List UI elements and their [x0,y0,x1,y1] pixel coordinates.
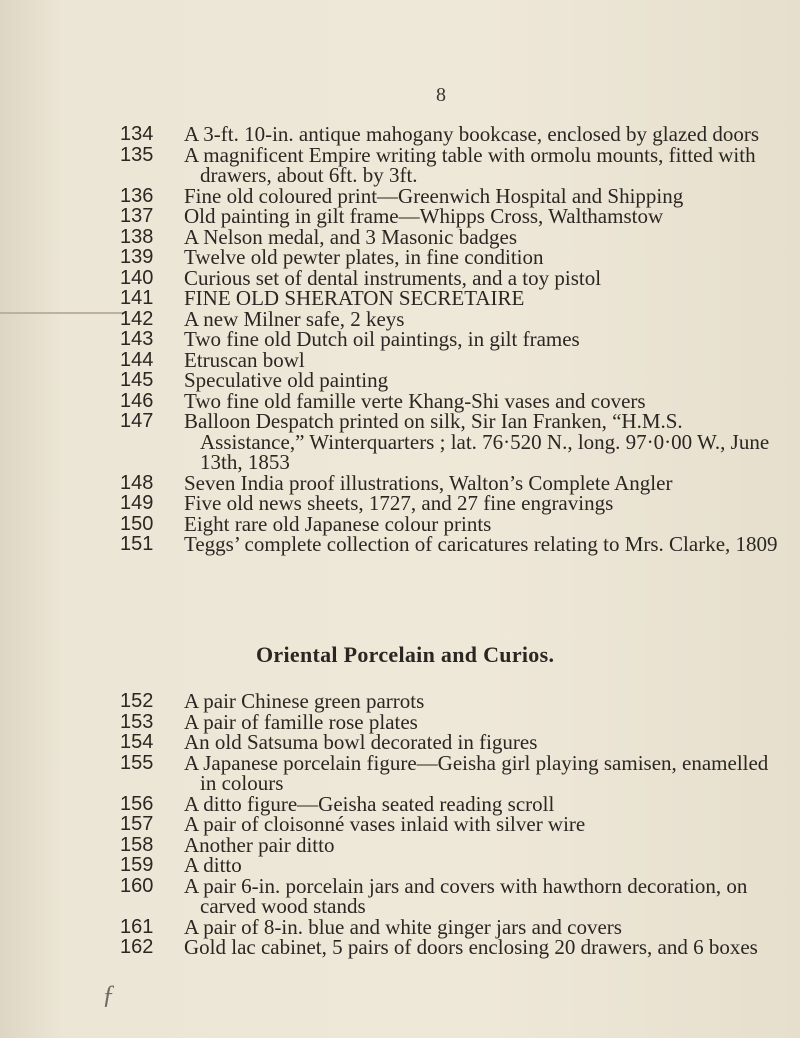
lot-item [120,142,780,187]
lot-number: 152 [120,690,154,712]
lot-number: 137 [120,205,154,227]
lot-description: A pair of famille rose plates [184,709,418,734]
lot-item [120,914,780,939]
lot-description: A ditto [184,853,242,877]
lot-description: Seven India proof illustrations, Walton’s Complete Angler [184,470,673,495]
lot-item [120,247,780,268]
lot-description: Five old news sheets, 1727, and 27 fine engravings [184,491,614,515]
lot-number: 158 [120,833,154,856]
lot-number: 140 [120,266,154,289]
lot-item [120,265,780,290]
lot-item [120,832,780,857]
pencil-mark: ƒ [102,980,115,1009]
lot-item [120,183,780,208]
lot-item [120,937,780,958]
lot-number: 147 [120,410,154,432]
lot-description: Fine old coloured print—Greenwich Hospital and Shipping [184,183,684,208]
lot-list-part1 [120,124,780,555]
lot-description: A pair 6-in. porcelain jars and covers with hawthorn decoration, on carved wood stands [184,873,748,918]
lot-item [120,206,780,227]
lot-number: 141 [120,287,154,309]
lot-description: An old Satsuma bowl decorated in figures [184,730,538,754]
lot-description: Two fine old Dutch oil paintings, in gilt frames [184,327,580,351]
lot-number: 156 [120,792,154,815]
lot-number: 146 [120,389,154,412]
lot-description: Curious set of dental instruments, and a toy pistol [184,265,602,290]
lot-number: 134 [120,123,154,145]
lot-item [120,329,780,350]
lot-item [120,534,780,555]
lot-description: Two fine old famille verte Khang-Shi vases and covers [184,388,646,413]
lot-description: Teggs’ complete collection of caricatures relating to Mrs. Clarke, 1809 [184,532,778,556]
lot-description: A Japanese porcelain figure—Geisha girl playing samisen, enamelled in colours [184,750,769,795]
lot-item [120,493,780,514]
lot-item [120,306,780,331]
lot-number: 138 [120,225,154,248]
lot-number: 149 [120,492,154,514]
lot-item [120,873,780,918]
lot-description: A 3-ft. 10-in. antique mahogany bookcase, enclosed by glazed doors [184,122,760,146]
lot-item [120,124,780,145]
lot-item [120,732,780,753]
lot-list-part2 [120,691,780,958]
lot-item [120,750,780,795]
lot-number: 136 [120,184,154,207]
lot-description: Etruscan bowl [184,347,305,372]
lot-description: Eight rare old Japanese colour prints [184,511,492,536]
lot-description: Another pair ditto [184,832,335,857]
lot-number: 139 [120,246,154,268]
lot-number: 160 [120,874,154,897]
lot-description: Old painting in gilt frame—Whipps Cross, Walthamstow [184,204,664,228]
lot-description: A pair Chinese green parrots [184,689,425,713]
lot-number: 135 [120,143,154,166]
lot-description: Gold lac cabinet, 5 pairs of doors enclosing 20 drawers, and 6 boxes [184,935,758,959]
lot-number: 153 [120,710,154,733]
lot-item [120,411,780,473]
lot-number: 159 [120,854,154,876]
lot-number: 157 [120,813,154,835]
lot-item [120,370,780,391]
lot-item [120,691,780,712]
lot-item [120,224,780,249]
margin-line [0,312,125,314]
lot-number: 144 [120,348,154,371]
lot-number: 142 [120,307,154,330]
lot-description: A pair of cloisonné vases inlaid with silver wire [184,812,586,836]
lot-number: 150 [120,512,154,535]
lot-description: A magnificent Empire writing table with ormolu mounts, fitted with drawers, about 6ft. by 3ft. [184,142,756,187]
lot-number: 161 [120,915,154,938]
lot-item [120,388,780,413]
lot-number: 162 [120,936,154,958]
lot-number: 145 [120,369,154,391]
lot-number: 155 [120,751,154,774]
lot-item [120,855,780,876]
lot-item [120,511,780,536]
lot-number: 154 [120,731,154,753]
lot-number: 143 [120,328,154,350]
lot-description: Speculative old painting [184,368,389,392]
lot-description: Twelve old pewter plates, in fine condition [184,245,544,269]
section-title: Oriental Porcelain and Curios. [256,642,555,667]
lot-description: Balloon Despatch printed on silk, Sir Ian Franken, “H.M.S. Assistance,” Winterquarters ; lat. 76·520 N., long. 97·0·00 W., June 13th, 1853 [184,409,770,474]
lot-description: FINE OLD SHERATON SECRETAIRE [184,286,525,310]
lot-description: A pair of 8-in. blue and white ginger jars and covers [184,914,622,939]
lot-item [120,814,780,835]
lot-item [120,288,780,309]
lot-description: A new Milner safe, 2 keys [184,306,405,331]
lot-item [120,709,780,734]
lot-number: 151 [120,533,154,555]
lot-description: A ditto figure—Geisha seated reading scroll [184,791,555,816]
lot-description: A Nelson medal, and 3 Masonic badges [184,224,518,249]
page-number: 8 [436,84,446,106]
lot-number: 148 [120,471,154,494]
lot-item [120,791,780,816]
lot-item [120,470,780,495]
lot-item [120,347,780,372]
